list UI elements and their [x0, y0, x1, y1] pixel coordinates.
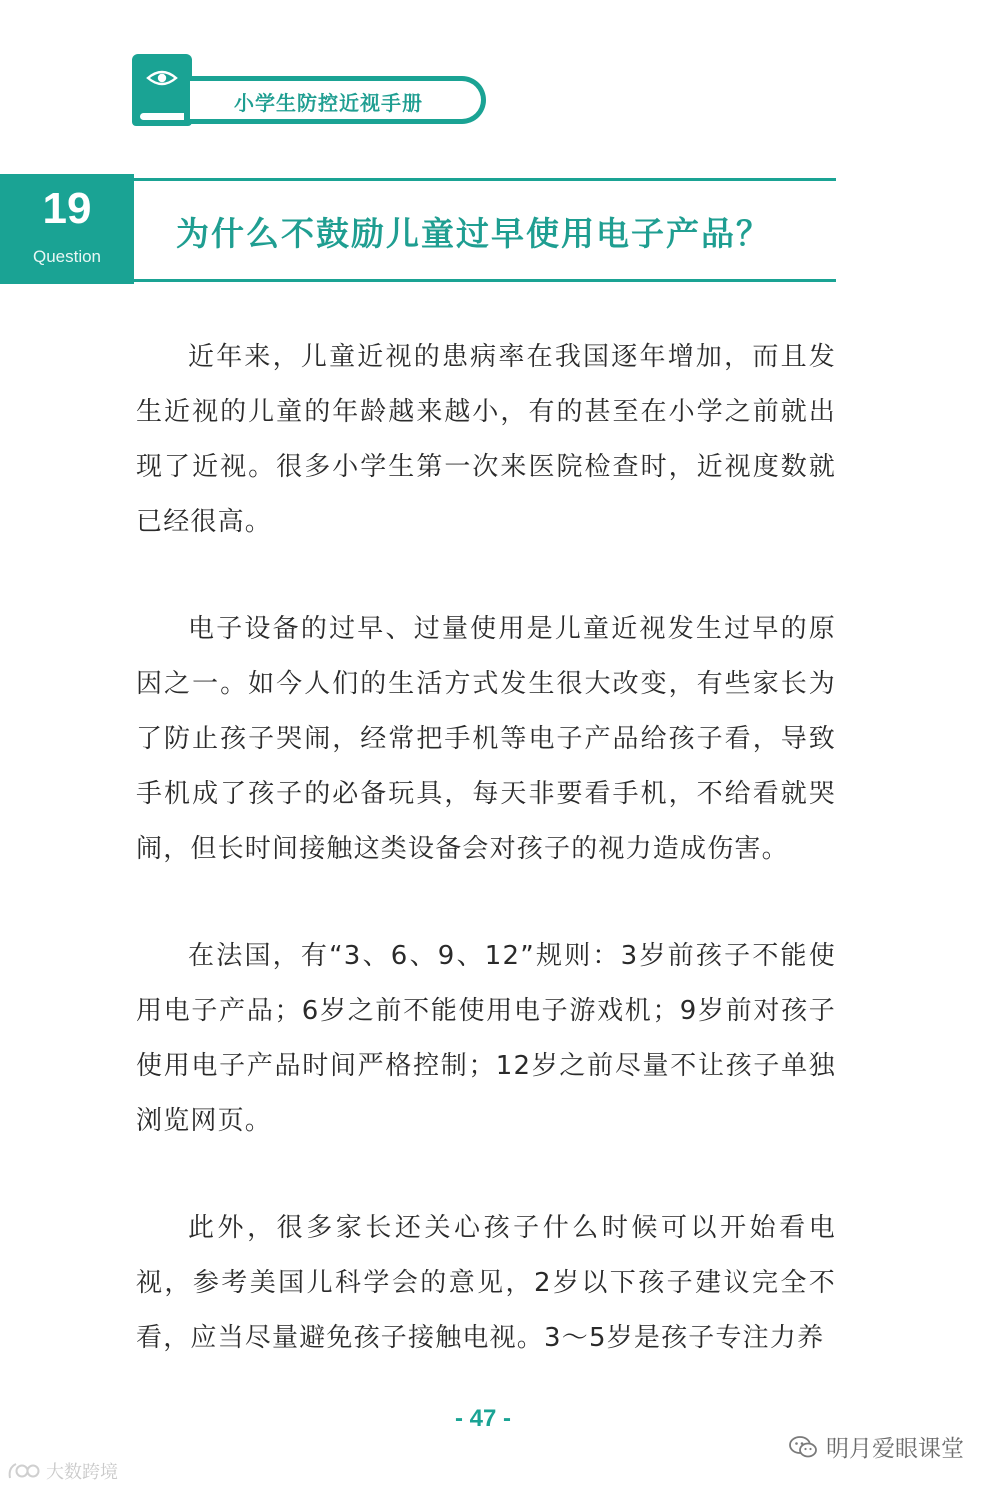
watermark-left-text: 大数跨境: [46, 1462, 118, 1483]
brand-logo-icon: [6, 1460, 42, 1482]
header-rule-top: [134, 178, 836, 181]
question-label: Question: [32, 247, 102, 266]
paragraph-3: 在法国，有“3、6、9、12”规则：3岁前孩子不能使用电子产品；6岁之前不能使用电子游戏机；9岁前对孩子使用电子产品时间严格控制；12岁之前尽量不让孩子单独浏览网页。: [136, 941, 836, 1136]
watermark-right-text: 明月爱眼课堂: [826, 1436, 964, 1462]
page-number: - 47 -: [454, 1405, 511, 1432]
watermark-wechat: [788, 1430, 964, 1463]
book-icon: [132, 54, 192, 126]
wechat-icon: [788, 1434, 818, 1460]
paragraph-4: 此外，很多家长还关心孩子什么时候可以开始看电视，参考美国儿科学会的意见，2岁以下孩子建议完全不看，应当尽量避免孩子接触电视。3～5岁是孩子专注力养: [136, 1213, 836, 1353]
article-body: [136, 330, 836, 1418]
question-number-box: [0, 174, 134, 284]
question-header: [0, 174, 836, 284]
question-number: 19: [42, 184, 92, 233]
watermark-brand: [6, 1458, 118, 1484]
paragraph-2: 电子设备的过早、过量使用是儿童近视发生过早的原因之一。如今人们的生活方式发生很大改变，有些家长为了防止孩子哭闹，经常把手机等电子产品给孩子看，导致手机成了孩子的必备玩具，每天非要看手机，不给看就哭闹，但长时间接触这类设备会对孩子的视力造成伤害。: [136, 614, 836, 864]
manual-banner: [188, 76, 486, 124]
question-title: 为什么不鼓励儿童过早使用电子产品？: [176, 214, 771, 253]
header-rule-bottom: [134, 279, 836, 282]
paragraph-1: 近年来，儿童近视的患病率在我国逐年增加，而且发生近视的儿童的年龄越来越小，有的甚至在小学之前就出现了近视。很多小学生第一次来医院检查时，近视度数就已经很高。: [136, 342, 836, 537]
eye-icon: [146, 68, 178, 88]
manual-title: 小学生防控近视手册: [234, 91, 423, 115]
